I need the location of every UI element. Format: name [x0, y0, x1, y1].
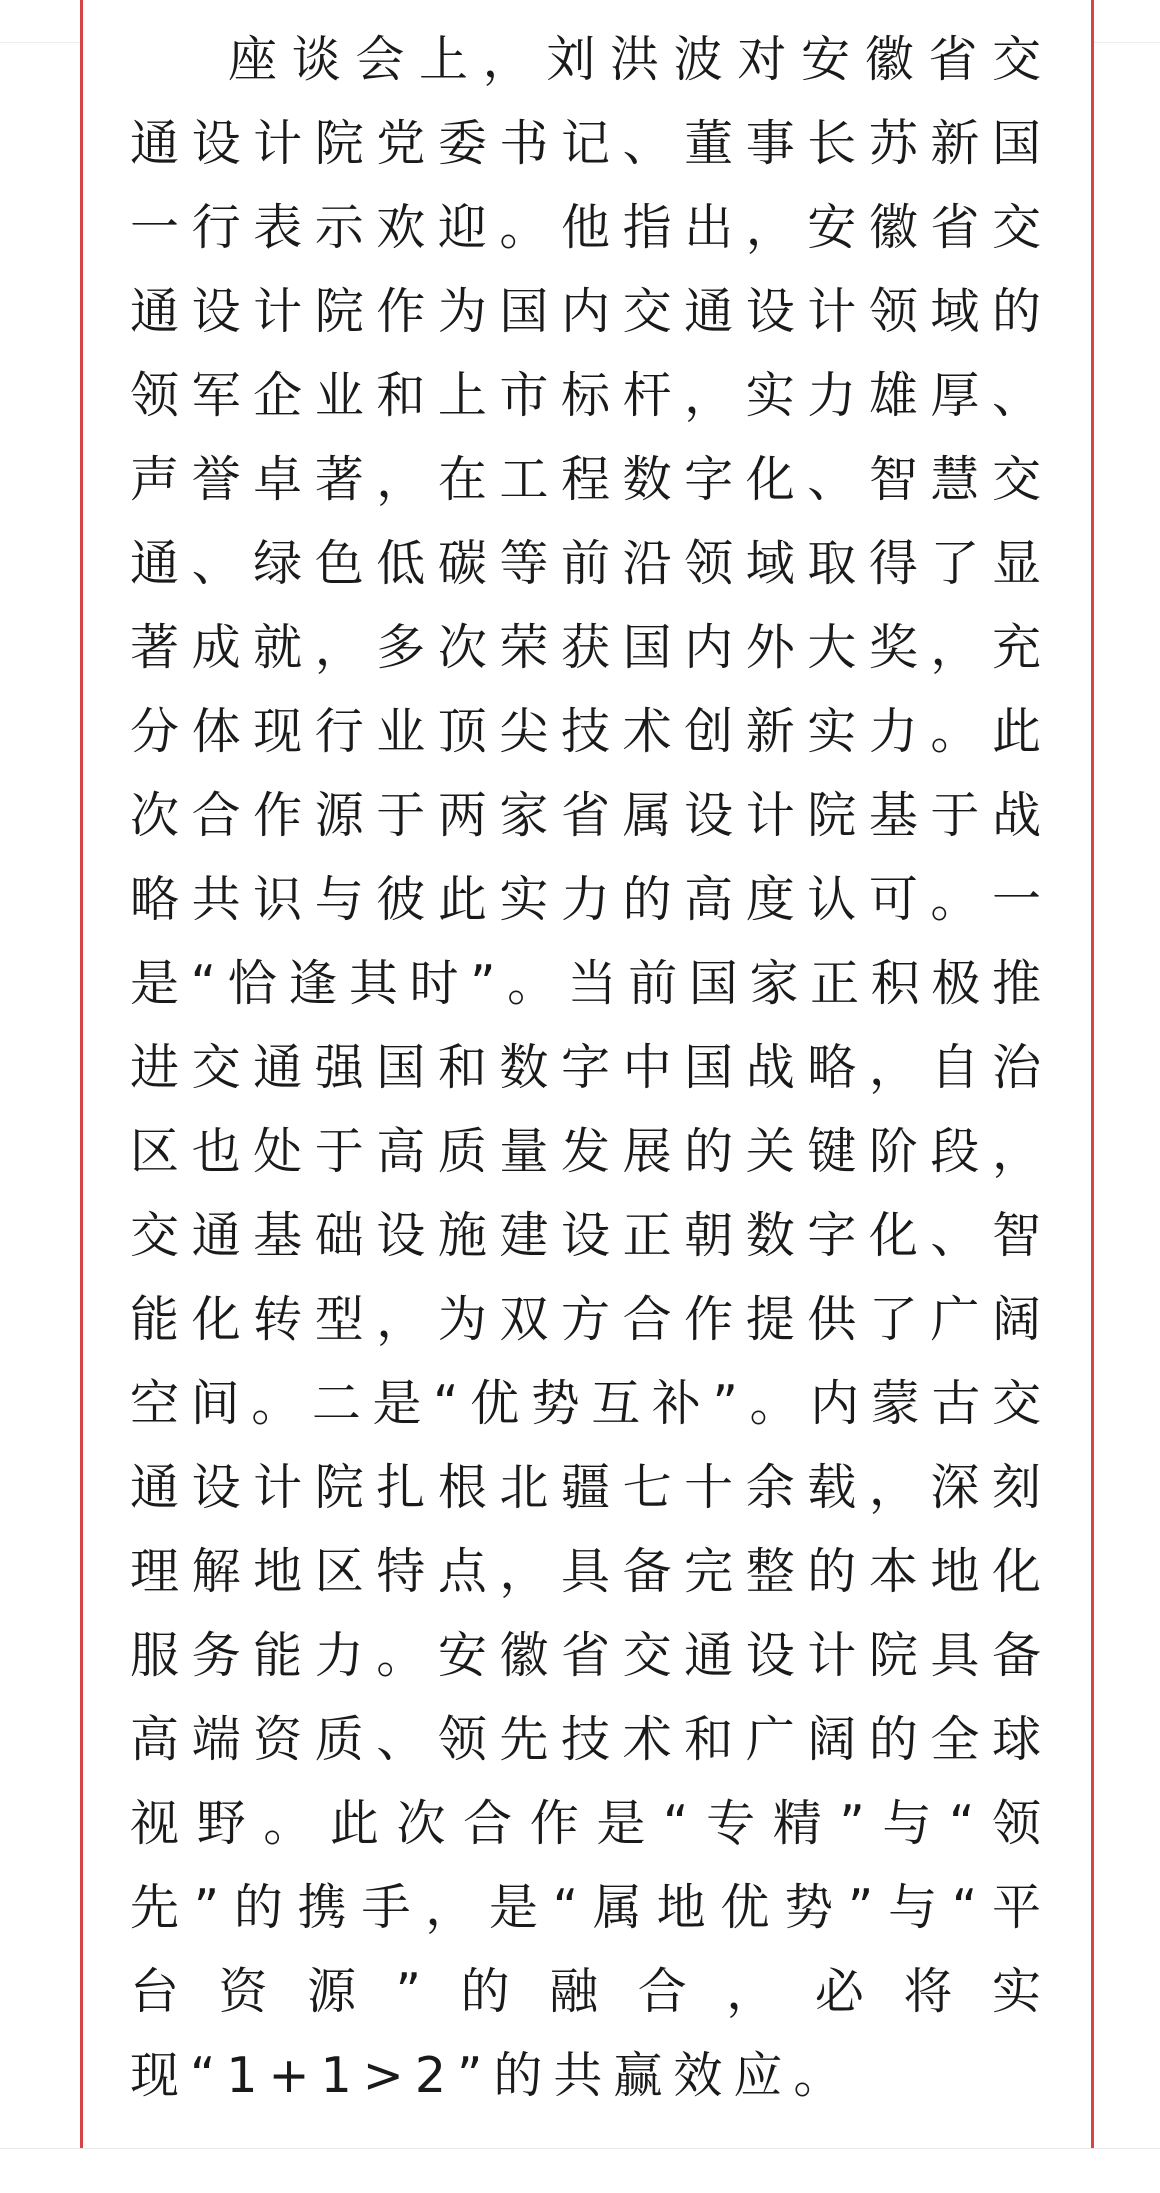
article-paragraph: 座谈会上，刘洪波对安徽省交通设计院党委书记、董事长苏新国一行表示欢迎。他指出，安徽省交通设计院作为国内交通设计领域的领军企业和上市标杆，实力雄厚、声誉卓著，在工程数字化、智慧交通、绿色低碳等前沿领域取得了显著成就，多次荣获国内外大奖，充分体现行业顶尖技术创新实力。此次合作源于两家省属设计院基于战略共识与彼此实力的高度认可。一是“恰逢其时”。当前国家正积极推进交通强国和数字中国战略，自治区也处于高质量发展的关键阶段，交通基础设施建设正朝数字化、智能化转型，为双方合作提供了广阔空间。二是“优势互补”。内蒙古交通设计院扎根北疆七十余载，深刻理解地区特点，具备完整的本地化服务能力。安徽省交通设计院具备高端资质、领先技术和广阔的全球视野。此次合作是“专精”与“领先”的携手，是“属地优势”与“平台资源”的融合，必将实现“1+1>2”的共赢效应。	[130, 31, 1052, 2104]
bottom-bar	[0, 2148, 1160, 2193]
